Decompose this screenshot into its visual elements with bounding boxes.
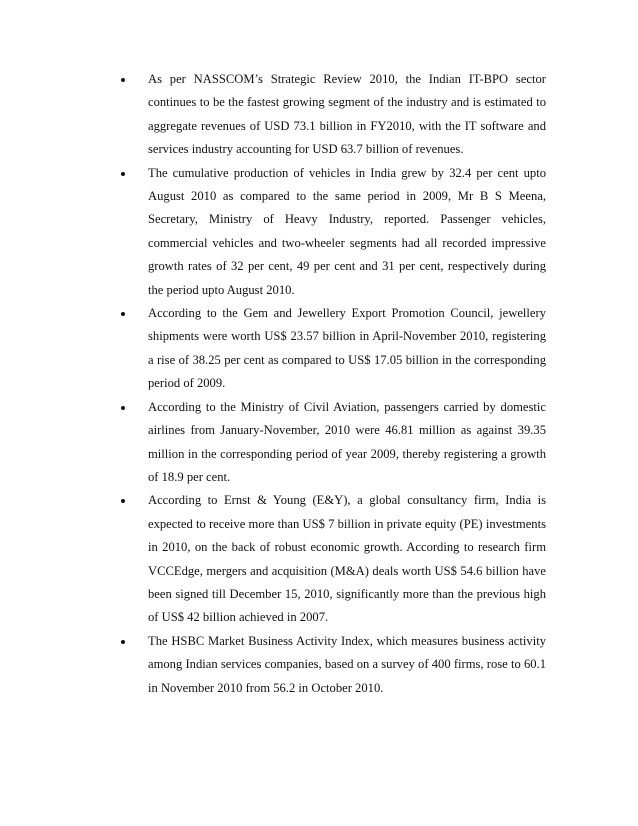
bullet-item-private-equity: According to Ernst & Young (E&Y), a global consultancy firm, India is expected to receive more than US$ 7 billion in private equity (PE) investments in 2010, on the back of robust economic growth. According to research firm VCCEdge, mergers and acquisition (M&A) deals worth US$ 54.6 billion have been signed till December 15, 2010, significantly more than the previous high of US$ 42 billion achieved in 2007. [120, 489, 546, 629]
bullet-list [120, 68, 546, 700]
bullet-item-jewellery-exports: According to the Gem and Jewellery Export Promotion Council, jewellery shipments were worth US$ 23.57 billion in April-November 2010, registering a rise of 38.25 per cent as compared to US$ 17.05 billion in the corresponding period of 2009. [120, 302, 546, 396]
bullet-item-civil-aviation: According to the Ministry of Civil Aviation, passengers carried by domestic airlines from January-November, 2010 were 46.81 million as against 39.35 million in the corresponding period of year 2009, thereby registering a growth of 18.9 per cent. [120, 396, 546, 490]
bullet-item-hsbc-index: The HSBC Market Business Activity Index, which measures business activity among Indian services companies, based on a survey of 400 firms, rose to 60.1 in November 2010 from 56.2 in October 2010. [120, 630, 546, 700]
bullet-item-vehicle-production: The cumulative production of vehicles in India grew by 32.4 per cent upto August 2010 as compared to the same period in 2009, Mr B S Meena, Secretary, Ministry of Heavy Industry, reported. Passenger vehicles, commercial vehicles and two-wheeler segments had all recorded impressive growth rates of 32 per cent, 49 per cent and 31 per cent, respectively during the period upto August 2010. [120, 162, 546, 302]
bullet-item-nasscom: As per NASSCOM’s Strategic Review 2010, the Indian IT-BPO sector continues to be the fastest growing segment of the industry and is estimated to aggregate revenues of USD 73.1 billion in FY2010, with the IT software and services industry accounting for USD 63.7 billion of revenues. [120, 68, 546, 162]
